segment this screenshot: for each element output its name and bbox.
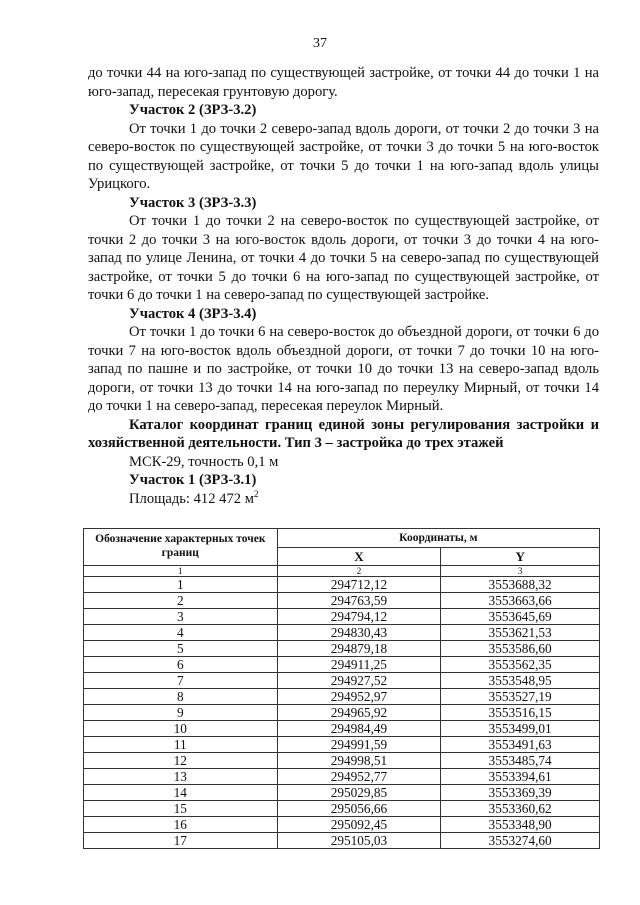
cell-y: 3553527,19 <box>441 689 600 705</box>
cell-y: 3553562,35 <box>441 657 600 673</box>
table-row <box>84 689 600 705</box>
cell-x: 294965,92 <box>277 705 441 721</box>
table-row <box>84 673 600 689</box>
cell-point: 9 <box>84 705 278 721</box>
header-points: Обозначение характерных точек границ <box>84 529 278 566</box>
cell-x: 295056,66 <box>277 801 441 817</box>
header-x: X <box>277 548 441 566</box>
document-body <box>88 64 599 508</box>
cell-point: 6 <box>84 657 278 673</box>
cell-y: 3553274,60 <box>441 833 600 849</box>
cell-y: 3553499,01 <box>441 721 600 737</box>
cell-y: 3553688,32 <box>441 577 600 593</box>
cell-y: 3553360,62 <box>441 801 600 817</box>
cell-x: 294830,43 <box>277 625 441 641</box>
table-row <box>84 785 600 801</box>
cell-x: 294927,52 <box>277 673 441 689</box>
cell-x: 294911,25 <box>277 657 441 673</box>
section-heading: Участок 4 (ЗРЗ-3.4) <box>129 305 257 322</box>
cell-y: 3553394,61 <box>441 769 600 785</box>
cell-point: 4 <box>84 625 278 641</box>
section-heading: Участок 1 (ЗРЗ-3.1) <box>129 472 257 488</box>
cell-point: 1 <box>84 577 278 593</box>
cell-x: 294991,59 <box>277 737 441 753</box>
paragraph: От точки 1 до точки 2 на северо-восток по существующей застройке, от точки 2 до точки 3 на юго-восток вдоль дороги, от точки 3 до точки 4 на юго-запад по улице Ленина, от точки 4 до точки 5 на северо-запад по существующей застройке, от точки 5 до точки 6 на юго-запад по существующей застройке, от точки 6 до точки 1 на северо-запад по существующей застройке. <box>88 213 599 303</box>
table-row <box>84 577 600 593</box>
table-row <box>84 801 600 817</box>
cell-point: 17 <box>84 833 278 849</box>
cell-point: 14 <box>84 785 278 801</box>
section-heading: Участок 2 (ЗРЗ-3.2) <box>129 102 257 118</box>
cell-y: 3553516,15 <box>441 705 600 721</box>
cell-y: 3553645,69 <box>441 609 600 625</box>
section-heading: Каталог координат границ единой зоны регулирования застройки и хозяйственной деятельности. Тип 3 – застройка до трех этажей <box>88 416 599 451</box>
index-cell: 3 <box>441 566 600 577</box>
cell-point: 12 <box>84 753 278 769</box>
table-row <box>84 657 600 673</box>
cell-y: 3553485,74 <box>441 753 600 769</box>
cell-point: 16 <box>84 817 278 833</box>
table-row <box>84 817 600 833</box>
header-coordinates: Координаты, м <box>277 529 599 548</box>
area-label: Площадь: 412 472 м <box>129 490 254 507</box>
cell-x: 295092,45 <box>277 817 441 833</box>
cell-point: 8 <box>84 689 278 705</box>
cell-x: 295105,03 <box>277 833 441 849</box>
cell-y: 3553369,39 <box>441 785 600 801</box>
index-cell: 2 <box>277 566 441 577</box>
cell-point: 3 <box>84 609 278 625</box>
page-number: 37 <box>313 36 327 51</box>
table-row <box>84 833 600 849</box>
cell-y: 3553663,66 <box>441 593 600 609</box>
table-row <box>84 705 600 721</box>
cell-x: 294712,12 <box>277 577 441 593</box>
table-row <box>84 641 600 657</box>
cell-y: 3553348,90 <box>441 817 600 833</box>
cell-y: 3553548,95 <box>441 673 600 689</box>
cell-x: 294763,59 <box>277 593 441 609</box>
cell-x: 294794,12 <box>277 609 441 625</box>
area-line <box>88 490 599 509</box>
paragraph: до точки 44 на юго-запад по существующей застройке, от точки 44 до точки 1 на юго-запад, пересекая грунтовую дорогу. <box>88 65 599 100</box>
table-row <box>84 609 600 625</box>
table-row <box>84 737 600 753</box>
cell-x: 294879,18 <box>277 641 441 657</box>
cell-point: 2 <box>84 593 278 609</box>
cell-point: 10 <box>84 721 278 737</box>
cell-y: 3553491,63 <box>441 737 600 753</box>
cell-x: 294984,49 <box>277 721 441 737</box>
paragraph: От точки 1 до точки 6 на северо-восток до объездной дороги, от точки 6 до точки 7 на юго-восток вдоль объездной дороги, от точки 7 до точки 10 на юго-запад по пашне и по застройке, от точки 10 до точки 13 на северо-запад вдоль дороги, от точки 13 до точки 14 на юго-запад по переулку Мирный, от точки 14 до точки 1 на северо-запад, пересекая переулок Мирный. <box>88 324 599 414</box>
cell-y: 3553586,60 <box>441 641 600 657</box>
cell-x: 295029,85 <box>277 785 441 801</box>
table-row <box>84 753 600 769</box>
section-heading: Участок 3 (ЗРЗ-3.3) <box>129 194 257 211</box>
index-cell: 1 <box>84 566 278 577</box>
paragraph: От точки 1 до точки 2 северо-запад вдоль дороги, от точки 2 до точки 3 на северо-восток по существующей застройке, от точки 3 до точки 5 на юго-восток по существующей застройке, от точки 5 до точки 1 на юго-запад вдоль улицы Урицкого. <box>88 120 599 192</box>
cell-point: 13 <box>84 769 278 785</box>
cell-point: 15 <box>84 801 278 817</box>
table-row <box>84 721 600 737</box>
cell-y: 3553621,53 <box>441 625 600 641</box>
table-row <box>84 593 600 609</box>
coordinates-table <box>83 528 600 849</box>
cell-x: 294998,51 <box>277 753 441 769</box>
cell-point: 5 <box>84 641 278 657</box>
cell-x: 294952,97 <box>277 689 441 705</box>
area-unit-sup: 2 <box>253 488 259 499</box>
table-row <box>84 625 600 641</box>
cell-x: 294952,77 <box>277 769 441 785</box>
table-row <box>84 769 600 785</box>
paragraph: МСК-29, точность 0,1 м <box>129 453 279 470</box>
header-y: Y <box>441 548 600 566</box>
cell-point: 11 <box>84 737 278 753</box>
cell-point: 7 <box>84 673 278 689</box>
